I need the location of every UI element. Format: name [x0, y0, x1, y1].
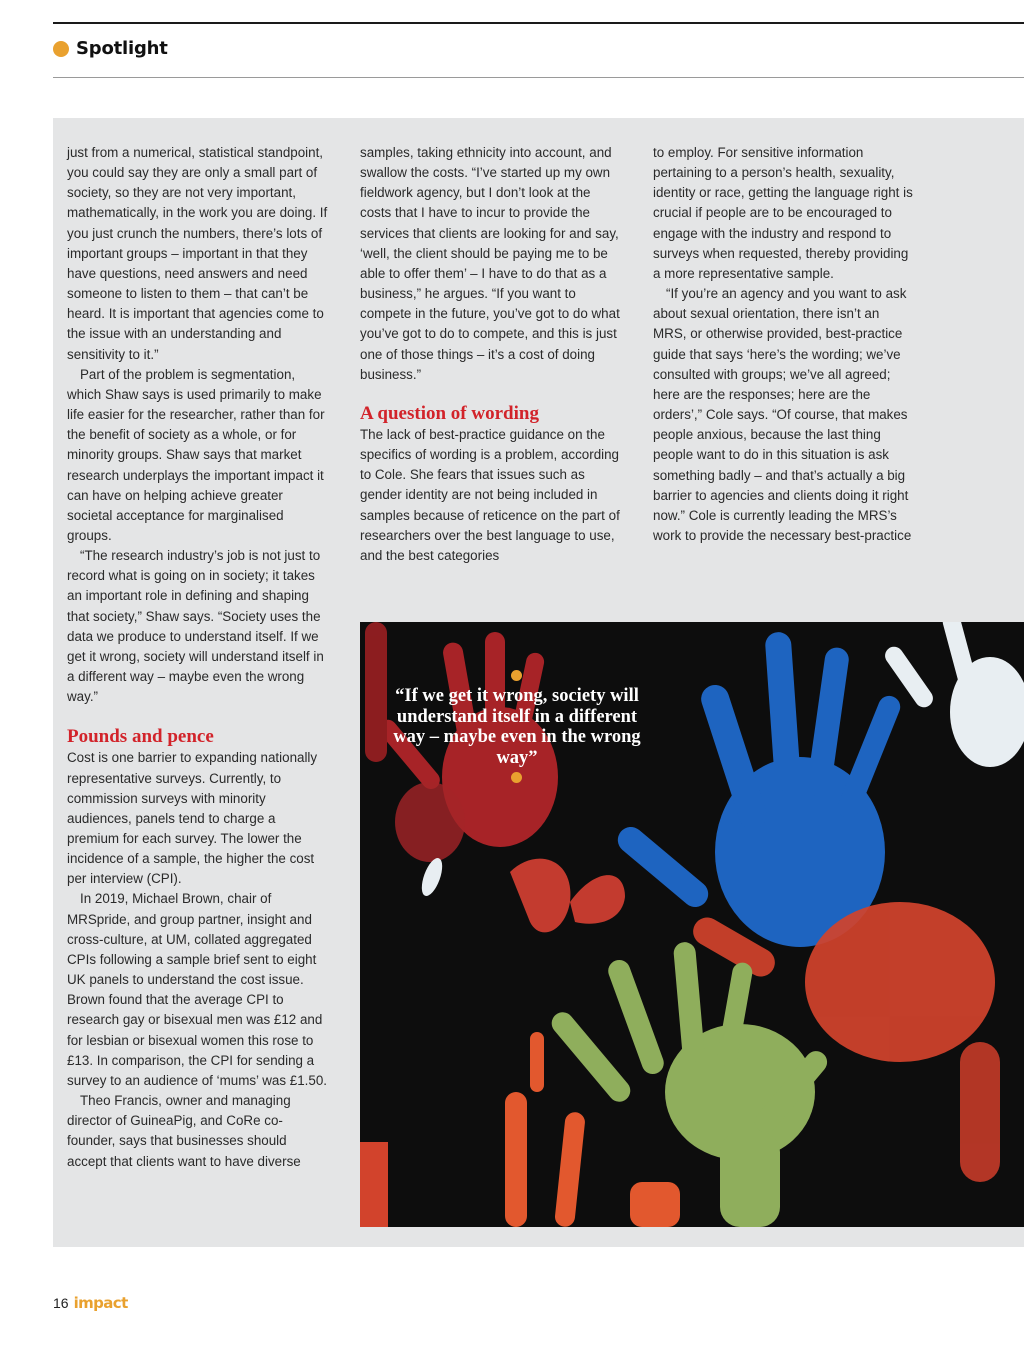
- page-number: 16: [53, 1295, 69, 1311]
- article-column-1: [67, 143, 329, 1172]
- paragraph: just from a numerical, statistical standpoint, you could say they are only a small part of society, so they are not very important, mathematically, in the work you are doing. If you just crunch the numbers, there’s lots of important groups – important in that they have questions, need answers and need someone to listen to them – that can’t be heard. It is important that agencies come to the issue with an understanding and sensitivity to it.”: [67, 145, 328, 362]
- paragraph: samples, taking ethnicity into account, and swallow the costs. “I’ve started up my own fieldwork agency, but I don’t look at the costs that I have to incur to provide the services that clients are looking for and say, ‘well, the client should be paying me to be able to offer them’ – I have to do that as a business,” he argues. “If you want to compete in the future, you’ve got to do what you’ve got to do to compete, and this is just one of those things – it’s a cost of doing business.”: [360, 145, 620, 382]
- section-header: [53, 38, 168, 59]
- paragraph: The lack of best-practice guidance on the specifics of wording is a problem, according to Cole. She fears that issues such as gender identity are not being included in samples because of reticence on the part of researchers over the best language to use, and the best categories: [360, 426, 620, 563]
- pull-quote: “If we get it wrong, society will understand itself in a different way – maybe even in the wrong way”: [393, 686, 641, 768]
- paragraph: “The research industry’s job is not just to record what is going on in society; it takes an important role in defining and shaping that society,” Shaw says. “Society uses the data we produce to understand itself. If we get it wrong, society will understand itself in a different way – maybe even the wrong way.”: [67, 548, 324, 705]
- section-dot-icon: [53, 41, 69, 57]
- brand-logo: impact: [73, 1294, 128, 1312]
- paragraph: “If you’re an agency and you want to ask about sexual orientation, there isn’t an MRS, or otherwise provided, best-practice guide that says ‘here’s the wording; we’ve consulted with groups; we’ve all agreed; here are the responses; here are the orders’,” Cole says. “Of course, that makes people anxious, because the last thing people want to do in this situation is ask something badly – and that’s actually a big barrier to agencies and clients doing it right now.” Cole is currently leading the MRS’s work to provide the necessary best-practice: [653, 286, 912, 543]
- paragraph: In 2019, Michael Brown, chair of MRSpride, and group partner, insight and cross-culture, at UM, collated aggregated CPIs following a sample brief sent to eight UK panels to understand the cost issue. Brown found that the average CPI to research gay or bisexual men was £12 and for lesbian or bisexual women this rose to £13. In comparison, the CPI for sending a survey to an audience of ‘mums’ was £1.50.: [67, 891, 328, 1088]
- header-rule: [53, 77, 1024, 78]
- subheading: A question of wording: [360, 402, 539, 424]
- paragraph: to employ. For sensitive information pertaining to a person’s health, sexuality, identity or race, getting the language right is crucial if people are to be encouraged to engage with the industry and respond to surveys when requested, thereby providing a more representative sample.: [653, 145, 913, 281]
- top-rule: [53, 22, 1024, 24]
- article-column-3: [653, 143, 915, 546]
- article-column-2: [360, 143, 622, 566]
- page-footer: [53, 1294, 128, 1312]
- quote-dot-icon: [511, 670, 522, 681]
- paragraph: Cost is one barrier to expanding nationally representative surveys. Currently, to commission surveys with minority audiences, panels tend to charge a premium for each survey. The lower the incidence of a sample, the higher the cost per interview (CPI).: [67, 750, 318, 887]
- paragraph: Part of the problem is segmentation, which Shaw says is used primarily to make life easier for the researcher, rather than for the benefit of society as a whole, or for minority groups. Shaw says that market research underplays the important impact it can have on helping achieve greater societal acceptance for marginalised groups.: [67, 366, 325, 543]
- quote-dot-icon: [511, 772, 522, 783]
- subheading: Pounds and pence: [67, 726, 214, 748]
- section-label: Spotlight: [76, 38, 168, 59]
- paragraph: Theo Francis, owner and managing director of GuineaPig, and CoRe co-founder, says that businesses should accept that clients want to have diverse: [67, 1093, 301, 1169]
